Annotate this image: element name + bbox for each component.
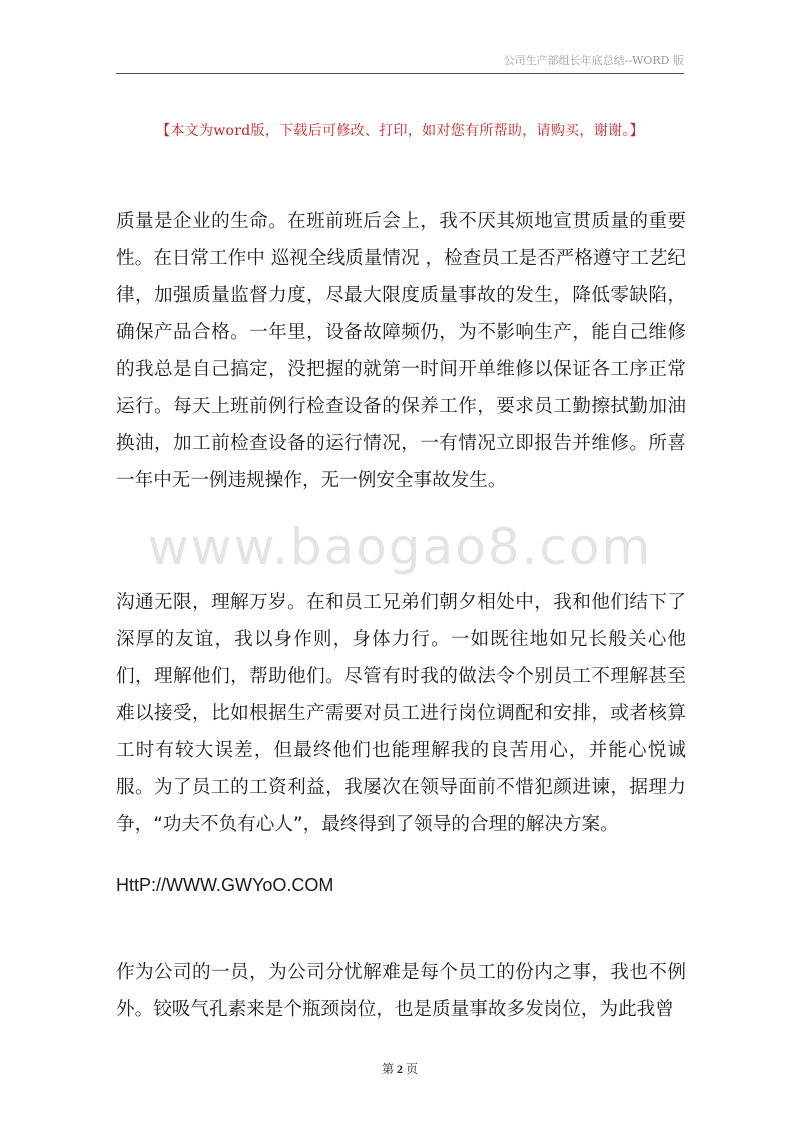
footer-prefix: 第 (381, 1062, 394, 1076)
paragraph-company: 作为公司的一员，为公司分忧解难是每个员工的份内之事，我也不例外。铰吸气孔素来是个瓶颈岗位，也是质量事故多发岗位，为此我曾 (116, 962, 686, 1020)
page-number: 2 (397, 1062, 403, 1076)
watermark: www.baogao8.com (147, 518, 653, 576)
running-header: 公司生产部组长年底总结--WORD 版 (503, 54, 684, 67)
purchase-notice: 【本文为word版，下载后可修改、打印，如对您有所帮助，请购买，谢谢。】 (156, 123, 644, 139)
header-divider (116, 73, 684, 74)
website-link[interactable]: HttP://WWW.GWYoO.COM (116, 875, 334, 895)
paragraph-communication: 沟通无限，理解万岁。在和员工兄弟们朝夕相处中，我和他们结下了深厚的友谊，我以身作则，身体力行。一如既往地如兄长般关心他们，理解他们，帮助他们。尽管有时我的做法令个别员工不理解甚至难以接受，比如根据生产需要对员工进行岗位调配和安排，或者核算工时有较大误差，但最终他们也能理解我的良苦用心，并能心悦诚服。为了员工的工资利益，我屡次在领导面前不惜犯颜进谏，据理力争，“功夫不负有心人”，最终得到了领导的合理的解决方案。 (116, 592, 686, 835)
page-footer (0, 1060, 800, 1077)
paragraph-quality: 质量是企业的生命。在班前班后会上，我不厌其烦地宣贯质量的重要性。在日常工作中 巡视全线质量情况 ，检查员工是否严格遵守工艺纪律，加强质量监督力度，尽最大限度质量事故的发生，降低零缺陷，确保产品合格。一年里，设备故障频仍，为不影响生产，能自己维修的我总是自己搞定，没把握的就第一时间开单维修以保证各工序正常运行。每天上班前例行检查设备的保养工作，要求员工勤擦拭勤加油换油，加工前检查设备的运行情况，一有情况立即报告并维修。所喜一年中无一例违规操作，无一例安全事故发生。 (116, 211, 686, 491)
footer-suffix: 页 (406, 1062, 419, 1076)
